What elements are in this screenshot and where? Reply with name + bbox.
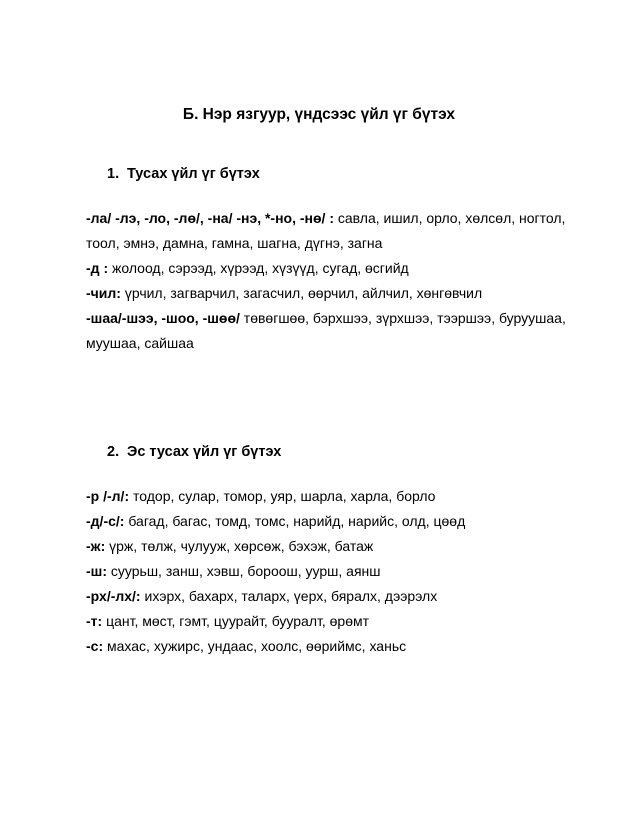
- text-line: [86, 484, 606, 509]
- text-line: [86, 256, 606, 281]
- suffix-label: -д/-с/:: [86, 513, 125, 529]
- suffix-label: -рх/-лх/:: [86, 588, 141, 604]
- text-line: [86, 231, 606, 256]
- suffix-label: -шаа/-шээ, -шоо, -шөө/: [86, 310, 240, 326]
- suffix-label: -ш:: [86, 563, 107, 579]
- section-heading-2: [107, 444, 281, 460]
- example-words: тоол, эмнэ, дамна, гамна, шагна, дүгнэ, загна: [86, 235, 383, 251]
- example-words: багад, багас, томд, томс, нарийд, нарийс, олд, цөөд: [124, 513, 466, 529]
- example-words: махас, хужирс, ундаас, хоолс, өөриймс, ханьс: [103, 638, 407, 654]
- example-words: төвөгшөө, бэрхшээ, зүрхшээ, тээршээ, буруушаа,: [239, 310, 566, 326]
- example-words: муушаа, сайшаа: [86, 335, 194, 351]
- section-title: Эс тусах үйл үг бүтэх: [127, 444, 282, 460]
- example-words: жолоод, сэрээд, хүрээд, хүзүүд, сугад, өсгийд: [108, 260, 409, 276]
- section-number: 1.: [107, 166, 120, 182]
- page-title: Б. Нэр язгуур, үндсээс үйл үг бүтэх: [182, 106, 456, 123]
- example-words: савла, ишил, орло, хөлсөл, ногтол,: [334, 210, 566, 226]
- suffix-label: -д :: [86, 260, 109, 276]
- section-heading-1: [107, 166, 260, 182]
- section-title: Тусах үйл үг бүтэх: [127, 166, 260, 182]
- example-words: үрж, төлж, чулууж, хөрсөж, бэхэж, батаж: [105, 538, 374, 554]
- suffix-label: -т:: [86, 613, 103, 629]
- text-line: [86, 559, 606, 584]
- example-words: ихэрх, бахарх, таларх, үерх, бяралх, дээрэлх: [140, 588, 438, 604]
- example-words: цант, мөст, гэмт, цуурайт, бууралт, өрөмт: [102, 613, 370, 629]
- suffix-label: -чил:: [86, 285, 121, 301]
- suffix-label: -с:: [86, 638, 104, 654]
- text-line: [86, 331, 606, 356]
- text-line: [86, 609, 606, 634]
- example-words: суурьш, занш, хэвш, бороош, уурш, аянш: [107, 563, 381, 579]
- text-line: [86, 206, 606, 231]
- text-line: [86, 509, 606, 534]
- text-line: [86, 584, 606, 609]
- text-line: [86, 634, 606, 659]
- text-line: [86, 281, 606, 306]
- section-number: 2.: [107, 444, 120, 460]
- section-2-body: [86, 484, 606, 659]
- example-words: үрчил, загварчил, загасчил, өөрчил, айлчил, хөнгөвчил: [120, 285, 483, 301]
- suffix-label: -ж:: [86, 538, 106, 554]
- example-words: тодор, сулар, томор, уяр, шарла, харла, борло: [129, 488, 436, 504]
- suffix-label: -р /-л/:: [86, 488, 130, 504]
- text-line: [86, 534, 606, 559]
- section-1-body: [86, 206, 606, 356]
- suffix-label: -ла/ -лэ, -ло, -лө/, -на/ -нэ, *-но, -нө/ :: [86, 210, 334, 226]
- text-line: [86, 306, 606, 331]
